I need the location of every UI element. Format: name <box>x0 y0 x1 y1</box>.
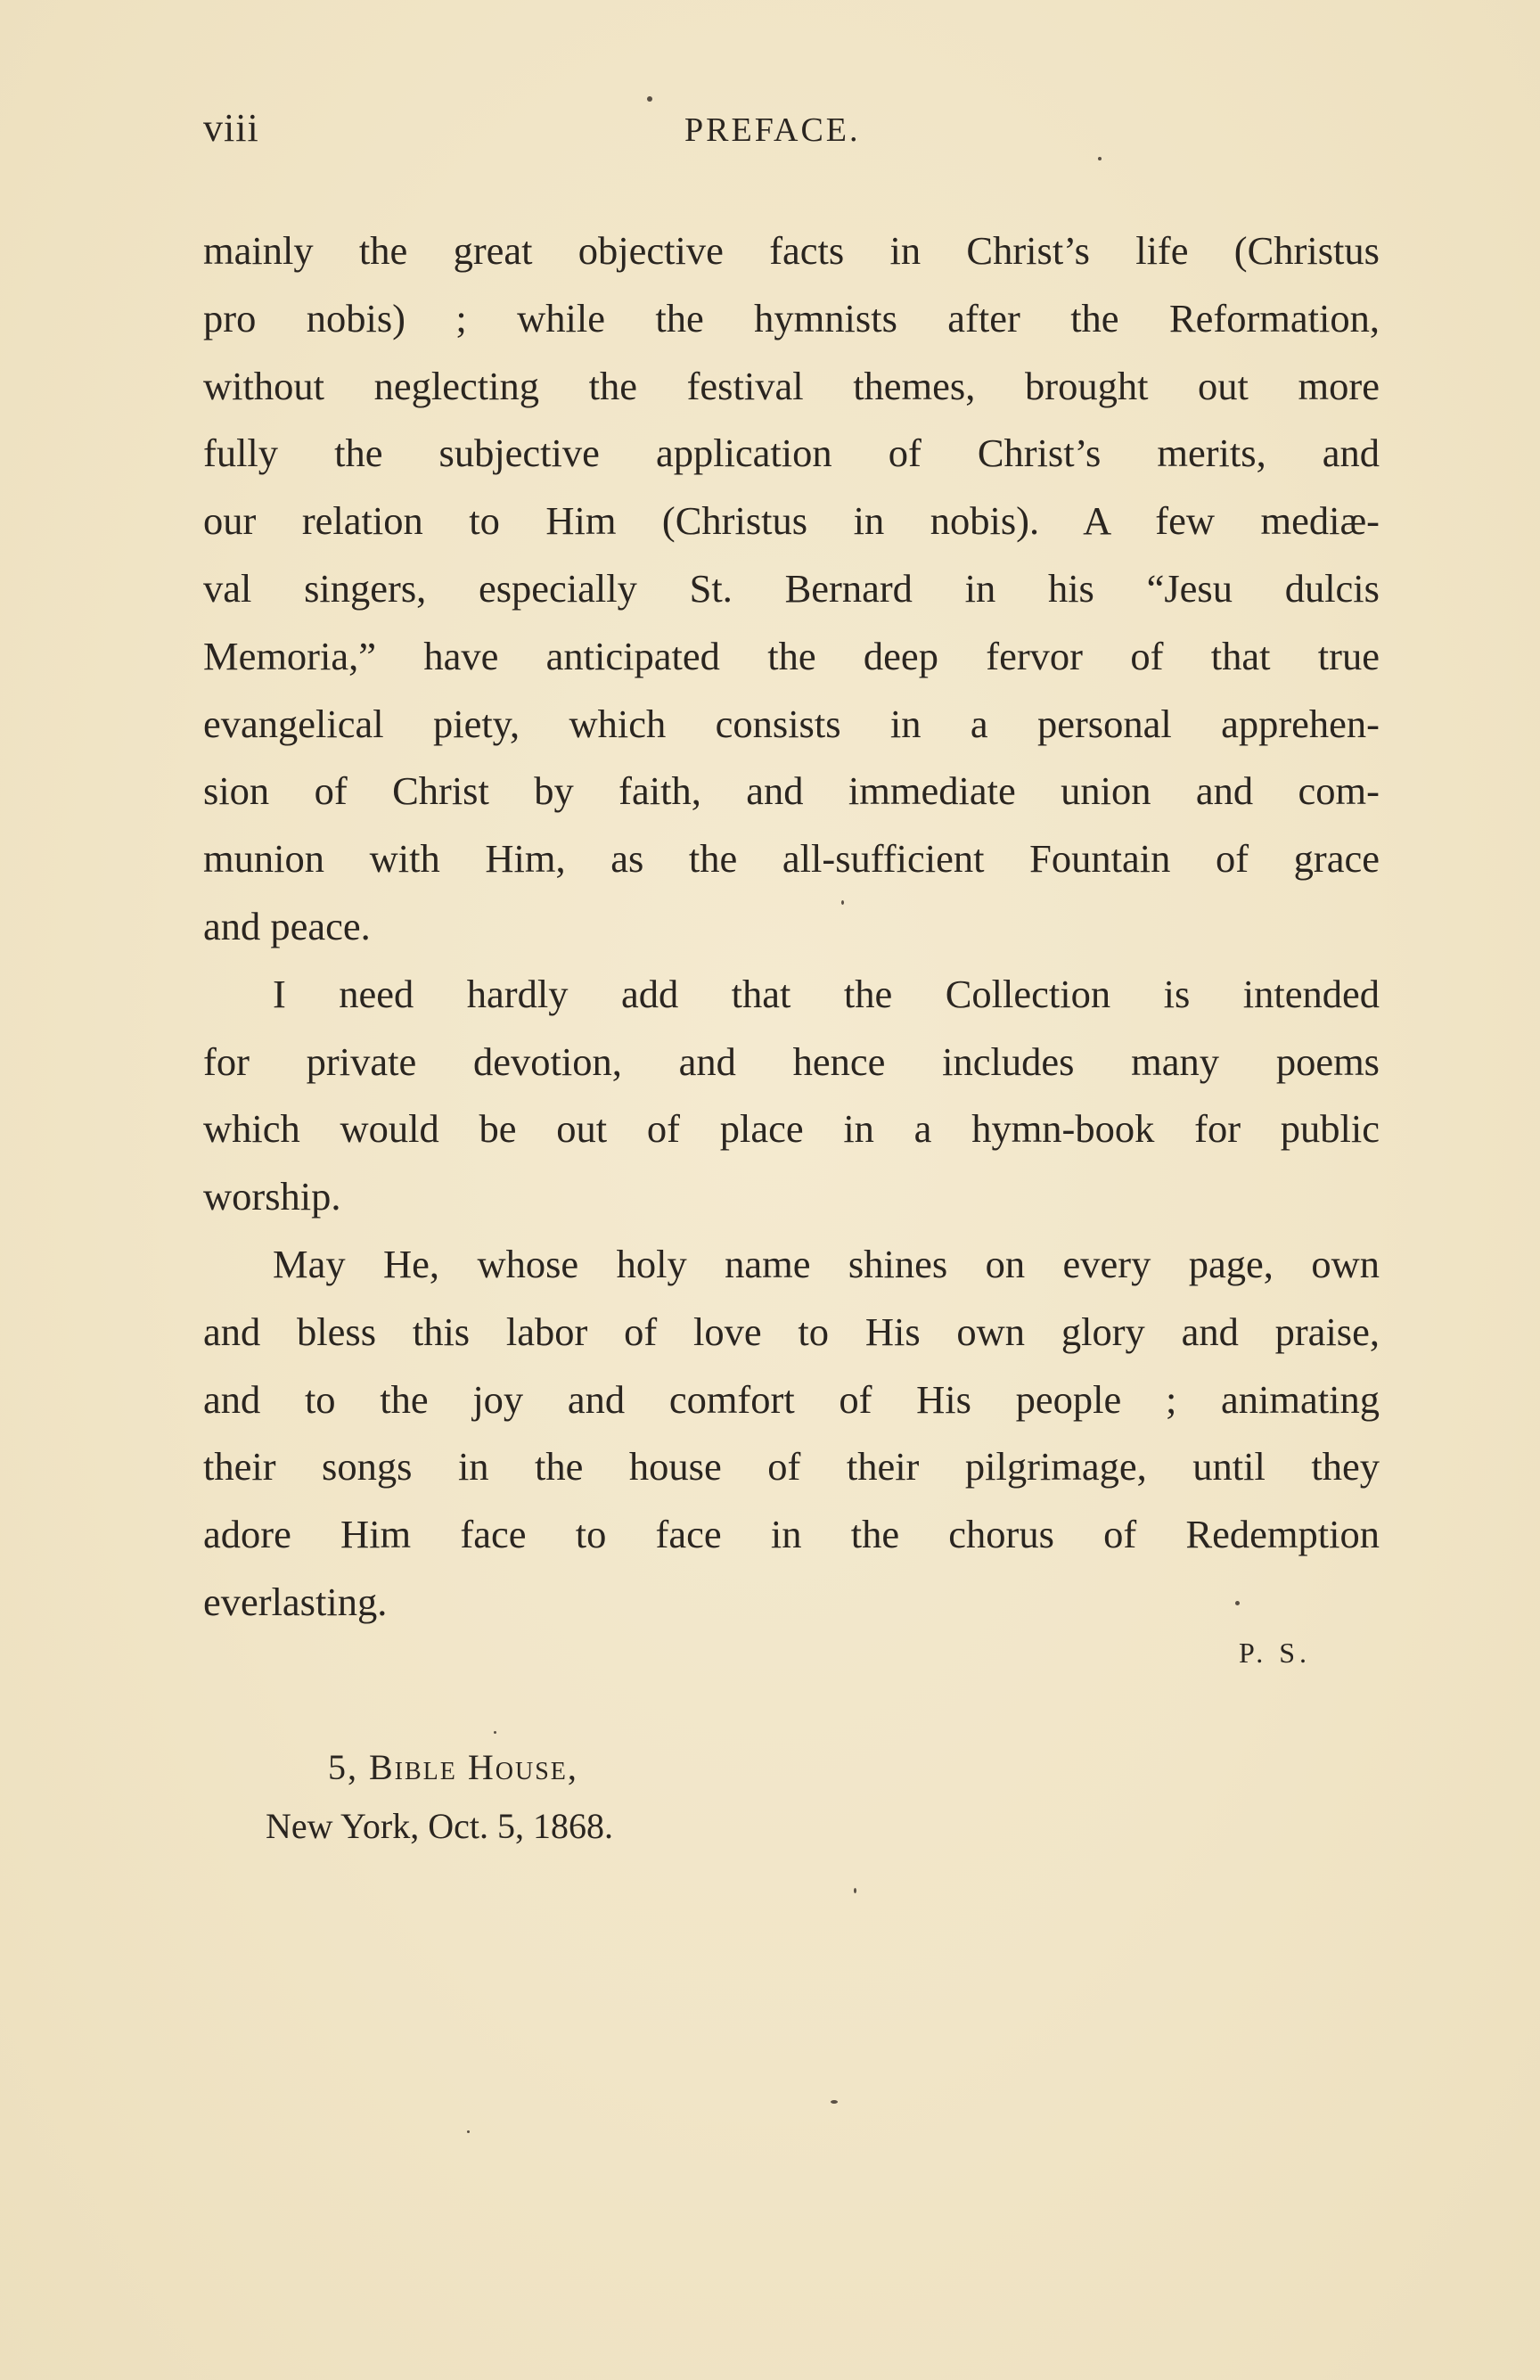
text-line: without neglecting the festival themes, brought out more <box>203 363 1380 408</box>
preface-body <box>203 217 1380 1637</box>
text-line: fully the subjective application of Christ’s merits, and <box>203 431 1380 476</box>
text-line: evangelical piety, which consists in a personal apprehen- <box>203 701 1380 746</box>
text-line: pro nobis) ; while the hymnists after the Reformation, <box>203 295 1380 341</box>
text-line: and to the joy and comfort of His people ; animating <box>203 1376 1380 1422</box>
text-line: and bless this labor of love to His own glory and praise, <box>203 1309 1380 1354</box>
text-line: Memoria,” have anticipated the deep fervor of that true <box>203 633 1380 678</box>
paper-speck <box>494 1731 496 1734</box>
author-initials: P. S. <box>1239 1637 1312 1669</box>
address-line: 5, Bible House, <box>328 1747 578 1787</box>
text-line: and peace. <box>203 903 371 948</box>
text-line: for private devotion, and hence includes many poems <box>203 1038 1380 1084</box>
text-line: May He, whose holy name shines on every page, own <box>273 1241 1380 1286</box>
text-line: munion with Him, as the all-sufficient Fountain of grace <box>203 836 1380 882</box>
page-number: viii <box>203 106 259 150</box>
paper-speck <box>854 1888 856 1893</box>
paper-speck <box>831 2100 838 2104</box>
paper-speck <box>1098 157 1102 160</box>
place-date-line: New York, Oct. 5, 1868. <box>266 1806 613 1846</box>
text-line: I need hardly add that the Collection is intended <box>273 971 1380 1016</box>
text-line: mainly the great objective facts in Christ’s life (Christus <box>203 228 1380 273</box>
text-line: sion of Christ by faith, and immediate union and com- <box>203 768 1380 814</box>
running-head <box>203 105 1380 159</box>
running-title: PREFACE. <box>684 111 861 149</box>
text-line: worship. <box>203 1174 341 1219</box>
text-line: our relation to Him (Christus in nobis). A few mediæ- <box>203 498 1380 544</box>
text-line: their songs in the house of their pilgrimage, until they <box>203 1444 1380 1490</box>
paper-speck <box>467 2130 470 2133</box>
paper-speck <box>841 900 844 905</box>
text-line: val singers, especially St. Bernard in his “Jesu dulcis <box>203 565 1380 611</box>
paper-speck <box>1235 1601 1240 1605</box>
paper-speck <box>647 96 652 102</box>
text-line: which would be out of place in a hymn-book for public <box>203 1106 1380 1152</box>
text-line: everlasting. <box>203 1579 388 1624</box>
dateline <box>266 1738 613 1856</box>
text-line: adore Him face to face in the chorus of Redemption <box>203 1512 1380 1557</box>
